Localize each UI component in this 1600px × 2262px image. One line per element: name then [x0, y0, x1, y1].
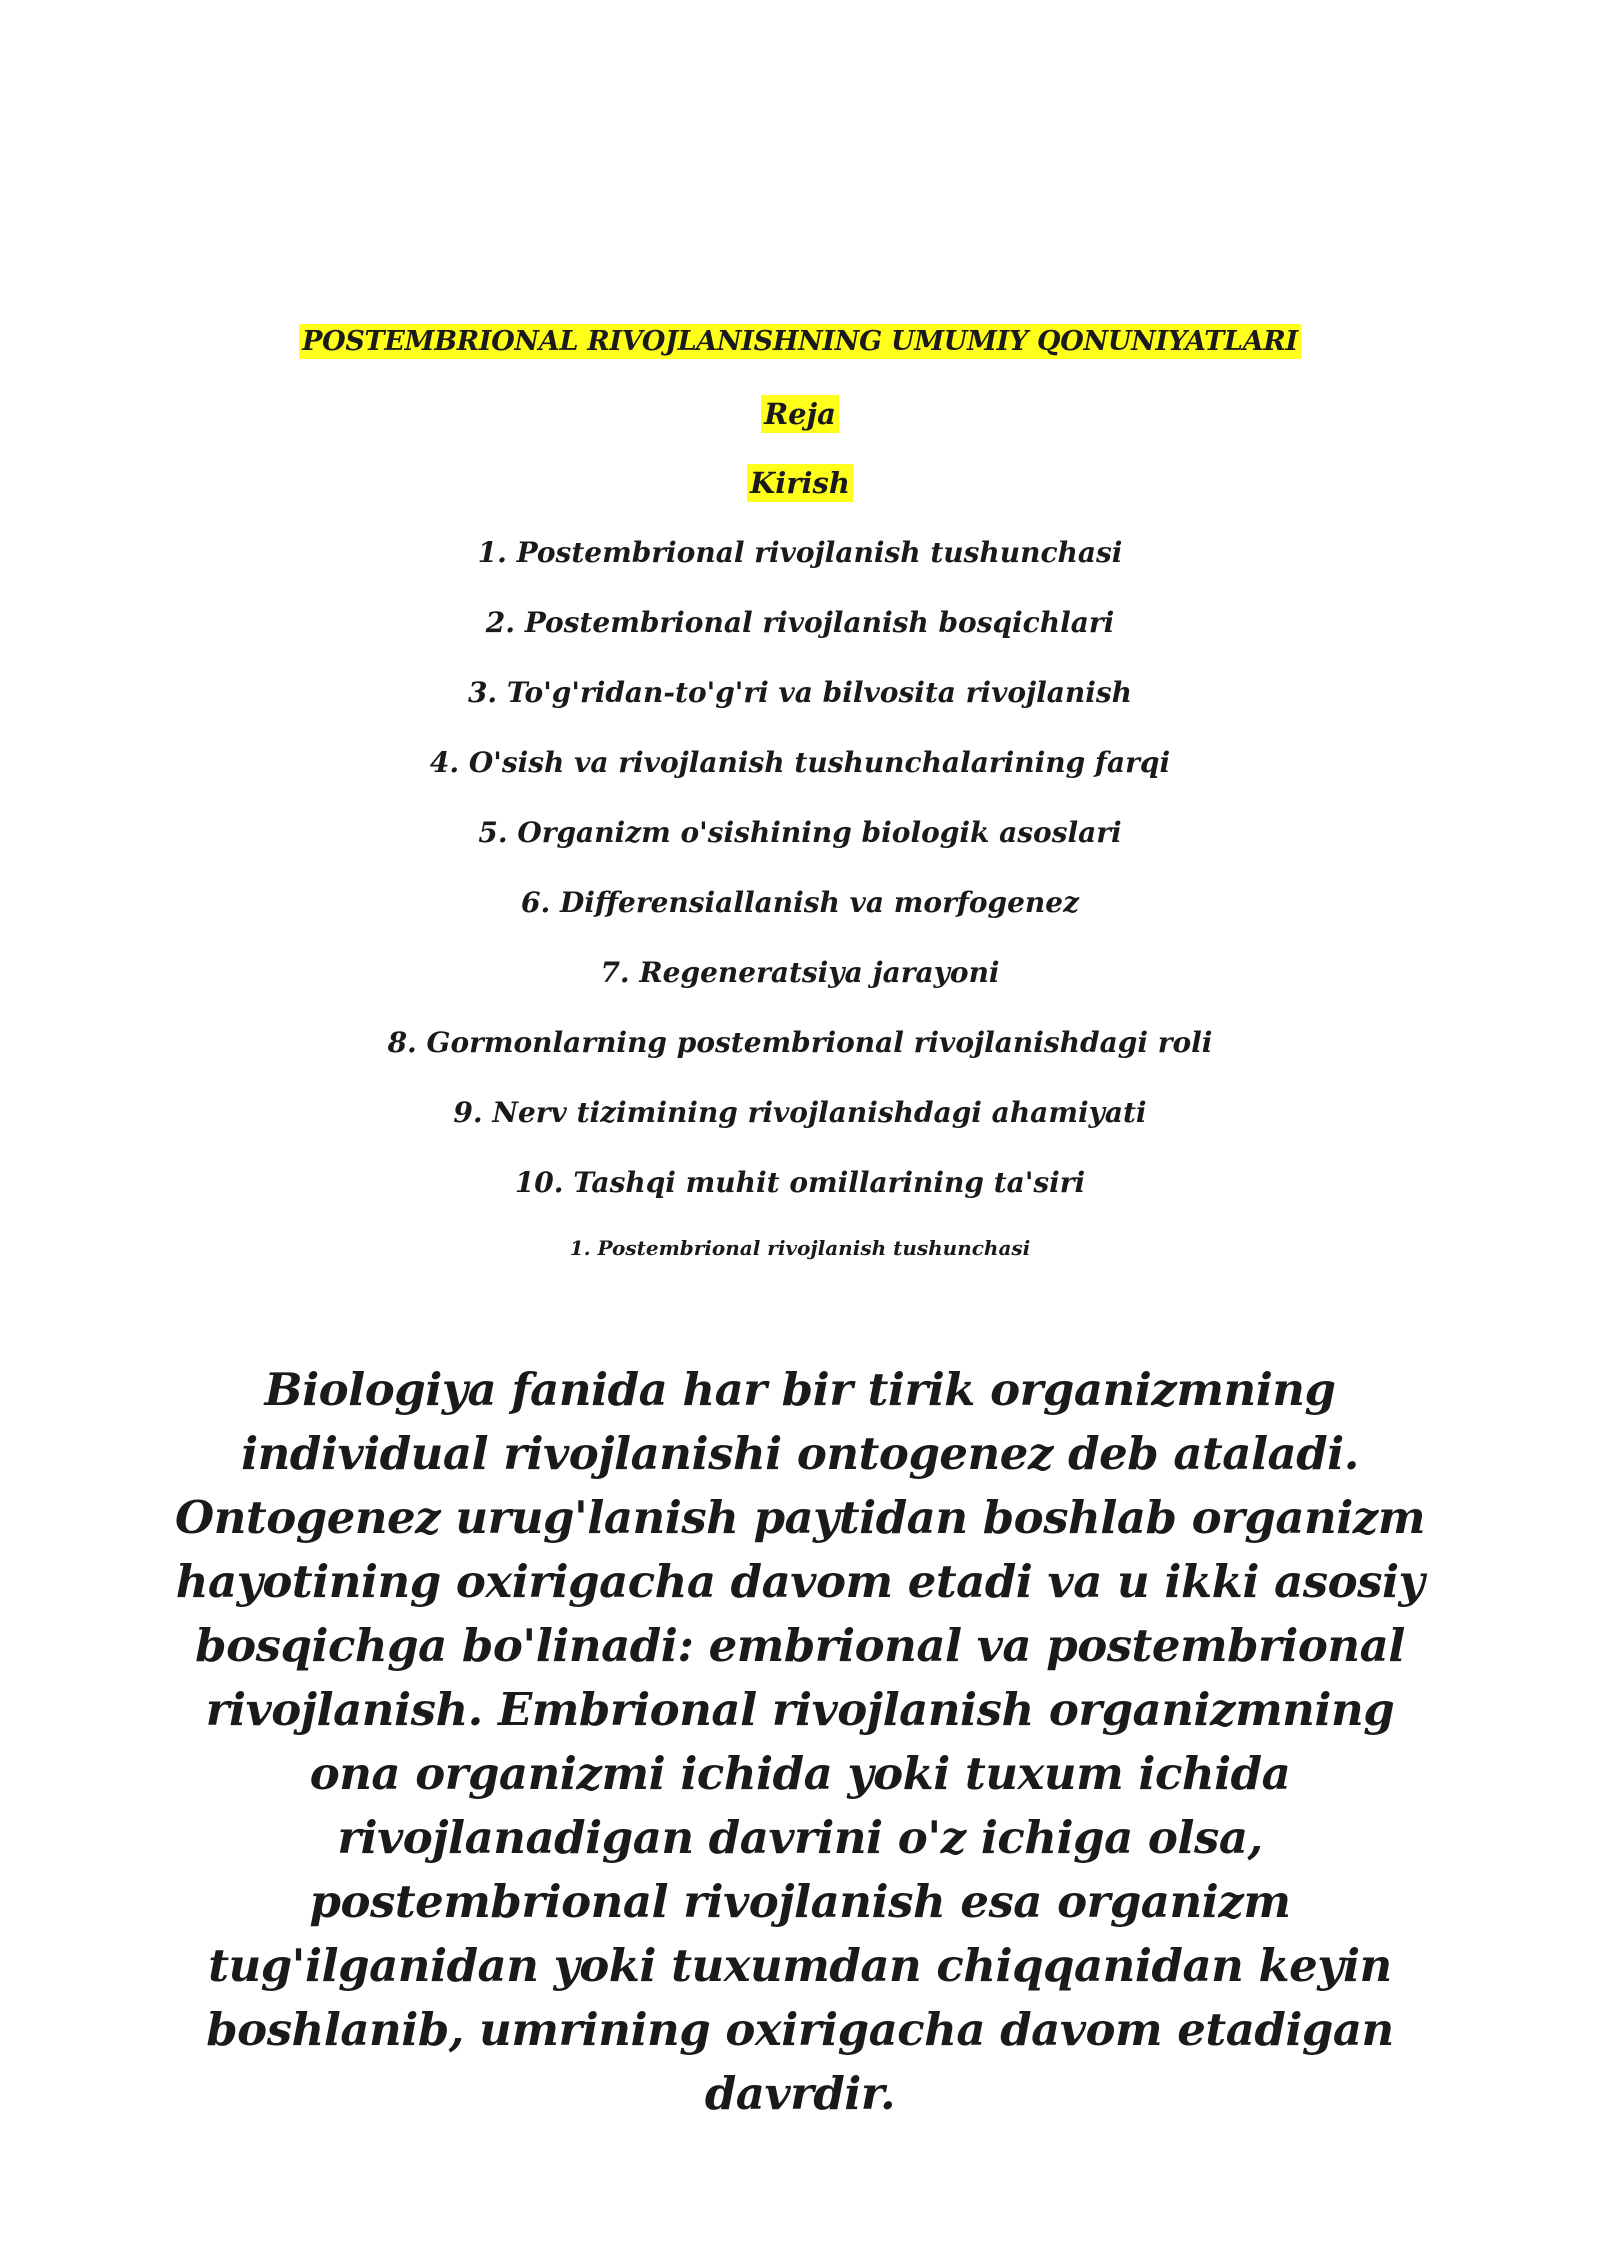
- toc-item: 8. Gormonlarning postembrional rivojlanishdagi roli: [387, 1026, 1213, 1059]
- toc-item: 7. Regeneratsiya jarayoni: [600, 956, 1000, 989]
- toc-item: 9. Nerv tizimining rivojlanishdagi ahamiyati: [453, 1096, 1147, 1129]
- intro-heading-line: [0, 466, 1600, 500]
- document-title: POSTEMBRIONAL RIVOJLANISHNING UMUMIY QONUNIYATLARI: [299, 324, 1301, 359]
- document-title-line: [0, 326, 1600, 357]
- toc-item: 10. Tashqi muhit omillarining ta'siri: [514, 1166, 1086, 1199]
- toc-item: 4. O'sish va rivojlanish tushunchalarining farqi: [429, 746, 1171, 779]
- body-paragraph: Biologiya fanida har bir tirik organizmning individual rivojlanishi ontogenez deb ataladi. Ontogenez urug'lanish paytidan boshlab organizm hayotining oxirigacha davom etadi va u ikki asosiy bosqichga bo'linadi: embrional va postembrional rivojlanish. Embrional rivojlanish organizmning ona organizmi ichida yoki tuxum ichida rivojlanadigan davrini o'z ichiga olsa, postembrional rivojlanish esa organizm tug'ilganidan yoki tuxumdan chiqqanidan keyin boshlanib, umrining oxirigacha davom etadigan davrdir.: [175, 1363, 1425, 2120]
- toc-item: 1. Postembrional rivojlanish tushunchasi: [477, 536, 1123, 569]
- toc-item: 6. Differensiallanish va morfogenez: [520, 886, 1080, 919]
- toc-item: 3. To'g'ridan-to'g'ri va bilvosita rivojlanish: [467, 676, 1133, 709]
- plan-heading: Reja: [761, 395, 839, 433]
- toc-item: 5. Organizm o'sishining biologik asoslari: [478, 816, 1122, 849]
- intro-heading: Kirish: [747, 464, 853, 502]
- plan-heading-line: [0, 397, 1600, 431]
- toc-item: 2. Postembrional rivojlanish bosqichlari: [485, 606, 1115, 639]
- section-heading: 1. Postembrional rivojlanish tushunchasi: [569, 1236, 1031, 1260]
